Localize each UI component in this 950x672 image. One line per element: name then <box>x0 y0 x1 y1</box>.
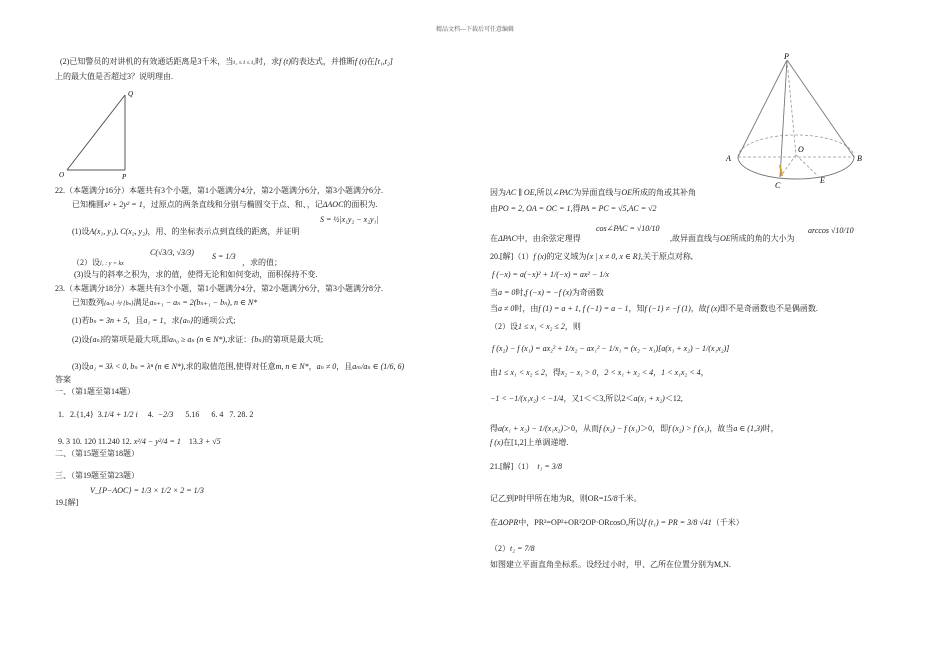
right-cos-value: cos∠PAC = √10/10 <box>596 224 660 233</box>
label-o: O <box>59 171 65 179</box>
math: x₂ − x₁ > 0 <box>560 368 597 377</box>
q21-line3 <box>490 518 744 528</box>
math: AC ∥ OE <box>506 188 535 197</box>
q20-line3 <box>490 288 604 298</box>
cone-figure <box>720 52 870 192</box>
q21-line1 <box>490 462 562 472</box>
q23-part2 <box>72 335 323 345</box>
math: 1 < x₁x₂ < 4 <box>661 368 701 377</box>
math: ΔOPR <box>498 518 519 527</box>
text: （2） <box>490 544 510 553</box>
cone-edge-left <box>738 60 787 157</box>
q22-part3: (3)设与的斜率之积为，求的值，使得无论和如何变动，面积保持不变. <box>74 270 318 279</box>
answer-item: 3 + √5 <box>198 437 221 446</box>
text: (3)设 <box>72 362 90 371</box>
text: ，故 <box>690 304 707 313</box>
answer-item: 13. <box>188 437 199 446</box>
math-condition: aₙ₀ ≥ aₙ (n ∈ N*) <box>168 335 226 344</box>
cone-label-e: E <box>820 176 825 185</box>
text: 在 <box>490 234 498 243</box>
math: f (t₁) = PR = 3/8 √41 <box>644 518 712 527</box>
problem-part2-line1 <box>60 57 393 68</box>
text: ， <box>700 368 709 377</box>
cone-edge-right <box>787 60 854 157</box>
text: 由 <box>490 204 498 213</box>
text: 为奇函数 <box>571 288 604 297</box>
math-function: f (t) <box>354 57 367 66</box>
math-sequence: {bₙ} <box>251 335 265 344</box>
text: 在 <box>490 518 498 527</box>
answer-item: 7. 28. 2 <box>229 410 254 419</box>
q22-part2-end: ，求的值； <box>242 258 282 267</box>
text: 在 <box>366 57 375 66</box>
math: ∠PAC <box>552 188 574 197</box>
text: 时，由 <box>514 304 539 313</box>
q21-part2-line2: 如图建立平面直角坐标系。设经过小时，甲、乙所在位置分别为M,N. <box>490 560 731 569</box>
answer-19-eq: V_{P−AOC} = 1/3 × 1/2 × 2 = 1/3 <box>90 486 204 495</box>
math: PA = PC = √5 <box>580 204 627 213</box>
q22-line1 <box>72 200 377 210</box>
text: , <box>626 204 629 213</box>
q20-line4 <box>490 304 818 314</box>
text: ，且 <box>336 362 353 371</box>
math: t₂ = 7/8 <box>510 544 535 553</box>
answers-row1 <box>58 410 253 420</box>
text: ，过原点的两条直线和分别与椭圆交于点、和、，记 <box>142 200 323 209</box>
text: 中，PR²=OP²+OR²2OP·ORcosO,所以 <box>518 518 645 527</box>
text: 为异面直线与 <box>573 188 622 197</box>
q23-line1 <box>72 298 257 309</box>
label-q: Q <box>128 90 134 98</box>
q20-part2-line5 <box>490 424 779 434</box>
text: (2)设 <box>72 335 90 344</box>
text: 时, <box>515 288 526 297</box>
math: t₁ = 3/8 <box>537 462 562 471</box>
text: ，用、的坐标表示点到直线的距离，并证明 <box>147 227 300 236</box>
math-ratio: aₘ/aₙ ∈ (1/6, 6) <box>352 362 405 371</box>
text: ,所以 <box>534 188 553 197</box>
math: f (x) <box>706 304 720 313</box>
text: 记乙到P时甲所在地为R，则OR= <box>490 494 604 503</box>
answers-section3: 三、（第19题至第23题） <box>55 471 139 480</box>
q20-line1 <box>490 252 693 262</box>
cone-label-b: B <box>857 154 862 163</box>
text: 的通项公式; <box>193 316 236 325</box>
text: ,关于原点对称, <box>640 252 693 261</box>
math-condition: a₁ = 3λ < 0, bₙ = λⁿ (n ∈ N*) <box>89 362 184 371</box>
q20-part2-line6 <box>490 438 568 448</box>
q20-part2-line4 <box>490 394 683 404</box>
answer-item: 1/4 + 1/2 i <box>103 410 138 419</box>
text: ， <box>596 368 605 377</box>
math-condition: aₙ ≠ 0 <box>316 362 337 371</box>
text: 当 <box>490 304 498 313</box>
text: 满足 <box>133 298 150 307</box>
right-line3 <box>490 234 581 244</box>
math-sequence: {aₙ} <box>179 316 194 325</box>
answers-section1: 一、（第1题至第14题） <box>55 387 135 396</box>
text: 20.[解]（1） <box>490 252 534 261</box>
answers-row2 <box>58 437 221 447</box>
answers-section2: 二、（第15题至第18题） <box>55 449 139 458</box>
q22-point-c: C(√3/3, √3/3) <box>150 248 194 257</box>
q22-area-formula: S = ½|x₁y₂ − x₂y₁| <box>320 215 379 224</box>
math-sequence: {aₙ} <box>89 335 103 344</box>
text: （2）设 <box>72 258 100 267</box>
math: f (1) = a + 1, f (−1) = a − 1 <box>538 304 629 313</box>
text: ，求 <box>163 316 180 325</box>
text: 中，由余弦定理得 <box>516 234 581 243</box>
text: （2）设 <box>490 322 518 331</box>
text: ，又1＜＜3,所以2＜ <box>563 394 634 403</box>
math: a(x₁ + x₂) <box>633 394 665 403</box>
answer-hyperbola: x²/4 − y²/4 = 1 <box>133 437 181 446</box>
cone-base-back <box>738 135 854 157</box>
math-triangle: ΔAOC <box>322 200 344 209</box>
math: OE <box>621 188 633 197</box>
q21-part2 <box>490 544 535 554</box>
answer-item: 5.16 <box>185 410 200 419</box>
right-angle-answer: arccos √10/10 <box>808 226 854 235</box>
q22-s-value: S = 1/3 <box>212 252 236 261</box>
math: a ∈ (1,3) <box>733 424 763 433</box>
math: 15/8 <box>603 494 618 503</box>
triangle-figure <box>55 85 150 180</box>
math: f (x₂) − f (x₁) <box>599 424 641 433</box>
q23-title: 23.（本题满分18分）本题共有3个小题，第1小题满分4分，第2小题满分6分，第3小题满分8分. <box>55 284 383 293</box>
text: (1)若 <box>72 316 90 325</box>
label-p: P <box>122 173 127 180</box>
math: f (−x) = −f (x) <box>525 288 572 297</box>
page-header: 精品文档---下载后可任意编辑 <box>436 27 514 33</box>
q20-part2-eq: f (x₂) − f (x₁) = ax₂² + 1/x₂ − ax₁² − 1/x₁ = (x₂ − x₁)[a(x₁ + x₂) − 1/(x₁x₂)] <box>492 344 730 353</box>
math: a ≠ 0 <box>498 304 515 313</box>
math-condition: m, n ∈ N* <box>275 362 309 371</box>
math: 2 < x₁ + x₂ < 4 <box>604 368 654 377</box>
text: 已知椭圆 <box>72 200 104 209</box>
answer-items: 9. 3 10. 120 11.240 12. <box>58 437 132 446</box>
math: PO = 2, OA = OC = 1 <box>498 204 571 213</box>
answers-title: 答案 <box>55 375 71 384</box>
answer-item: 3. <box>97 410 104 419</box>
math: ΔPAC <box>498 234 517 243</box>
text: ＞0，即 <box>640 424 669 433</box>
text: 即不是奇函数也不是偶函数. <box>719 304 818 313</box>
right-line3-end <box>670 234 795 244</box>
math-function: f (t) <box>279 57 291 66</box>
text: ,求证： <box>225 335 252 344</box>
q23-part3 <box>72 362 404 372</box>
triangle-hypotenuse <box>67 95 125 170</box>
answer-item: 2.{1,4} <box>70 410 94 419</box>
q20-eq1: f (−x) = a(−x)² + 1/(−x) = ax² − 1/x <box>492 270 609 279</box>
text: 由 <box>490 368 498 377</box>
math: 1 ≤ x₁ < x₂ ≤ 2 <box>518 322 565 331</box>
text: ＜12, <box>664 394 683 403</box>
text: （千米） <box>711 518 744 527</box>
text: ,得 <box>570 204 581 213</box>
math: a(x₁ + x₂) − 1/(x₁x₂) <box>498 424 564 433</box>
answer-item: 6. 4 <box>211 410 224 419</box>
math: 1 ≤ x₁ < x₂ ≤ 2 <box>498 368 545 377</box>
problem-part2-line2: 上的最大值是否超过3？说明理由. <box>55 72 173 81</box>
cone-edge-pc <box>780 60 787 177</box>
text: ， <box>653 368 662 377</box>
text: 的第项是最大项; <box>264 335 324 344</box>
cone-label-a: A <box>726 154 731 163</box>
math-condition: a₁ = 1 <box>143 316 164 325</box>
math-condition: bₙ = 3n + 5 <box>89 316 128 325</box>
q21-line2 <box>490 494 642 504</box>
text: ，知 <box>628 304 645 313</box>
text: 时，求 <box>255 57 280 66</box>
math-line: l₁ : y = kx <box>100 261 124 267</box>
math-ellipse: x² + 2y² = 1 <box>104 200 143 209</box>
q20-part2-line1 <box>490 322 581 332</box>
answer-item: −2/3 <box>157 410 174 419</box>
text: ＞0，从而 <box>563 424 600 433</box>
right-line2 <box>490 204 657 214</box>
math: f (−1) ≠ −f (1) <box>644 304 691 313</box>
answer-item: 4. <box>147 410 154 419</box>
text: ， <box>308 362 317 371</box>
answer-item: 1. <box>58 410 64 419</box>
math: AC = √2 <box>628 204 657 213</box>
math: a = 0 <box>498 288 516 297</box>
right-line1 <box>490 188 696 198</box>
math-relation: aₙ₊₁ − aₙ = 2(bₙ₊₁ − bₙ), n ∈ N* <box>149 298 258 307</box>
text: 21.[解]（1） <box>490 462 534 471</box>
text: 在[1,2]上单调递增. <box>503 438 569 447</box>
text: 的第项是最大项,即 <box>102 335 169 344</box>
math-points: A(x₁, y₁), C(x₂, y₂) <box>89 227 148 236</box>
q22-part1 <box>72 227 300 237</box>
text: ，且 <box>127 316 144 325</box>
answer-19-label: 19.[解] <box>55 498 79 507</box>
text: 因为 <box>490 188 506 197</box>
text: 当 <box>490 288 498 297</box>
text: (2)已知警员的对讲机的有效通话距离是3千米，当 <box>60 57 234 66</box>
text: 的表达式，并推断 <box>290 57 355 66</box>
math-interval: [t₁,t₂] <box>374 57 393 66</box>
text: 的定义域为 <box>546 252 587 261</box>
cone-base-front <box>738 157 854 179</box>
math: f (x₂) > f (x₁) <box>668 424 710 433</box>
text: 的面积为. <box>343 200 378 209</box>
text: ，得 <box>544 368 561 377</box>
cone-label-c: C <box>775 181 781 190</box>
text: ，则 <box>564 322 581 331</box>
q22-part2 <box>72 258 124 269</box>
text: 所成的角的大小为 <box>730 234 795 243</box>
q20-part2-line3 <box>490 368 709 378</box>
math: f (x) <box>533 252 547 261</box>
text: 千米。 <box>617 494 642 503</box>
text: ,故异面直线与 <box>670 234 720 243</box>
math: −1 < −1/(x₁x₂) < −1/4 <box>490 394 564 403</box>
math-condition: t₁ ≤ t ≤ t₂ <box>233 60 256 66</box>
text: (1)设 <box>72 227 90 236</box>
text: 已知数列 <box>72 298 104 307</box>
text: ,求的取值范围,使得对任意 <box>183 362 276 371</box>
cone-label-o: O <box>798 145 804 154</box>
math-sequences: {aₙ} 与 {bₙ} <box>104 301 134 307</box>
text: 得 <box>490 424 498 433</box>
cone-height <box>787 60 796 155</box>
q23-part1 <box>72 316 235 326</box>
q22-title: 22.（本题满分16分）本题共有3个小题，第1小题满分4分，第2小题满分6分，第3小题满分6分. <box>55 186 383 195</box>
text: ，故当 <box>709 424 734 433</box>
math: f (x) <box>490 438 504 447</box>
math: {x | x ≠ 0, x ∈ R} <box>586 252 641 261</box>
cone-label-p: P <box>784 52 789 61</box>
math: OE <box>720 234 731 243</box>
text: 所成的角或其补角 <box>632 188 697 197</box>
text: 时， <box>762 424 779 433</box>
cone-radius-oe <box>796 155 818 176</box>
